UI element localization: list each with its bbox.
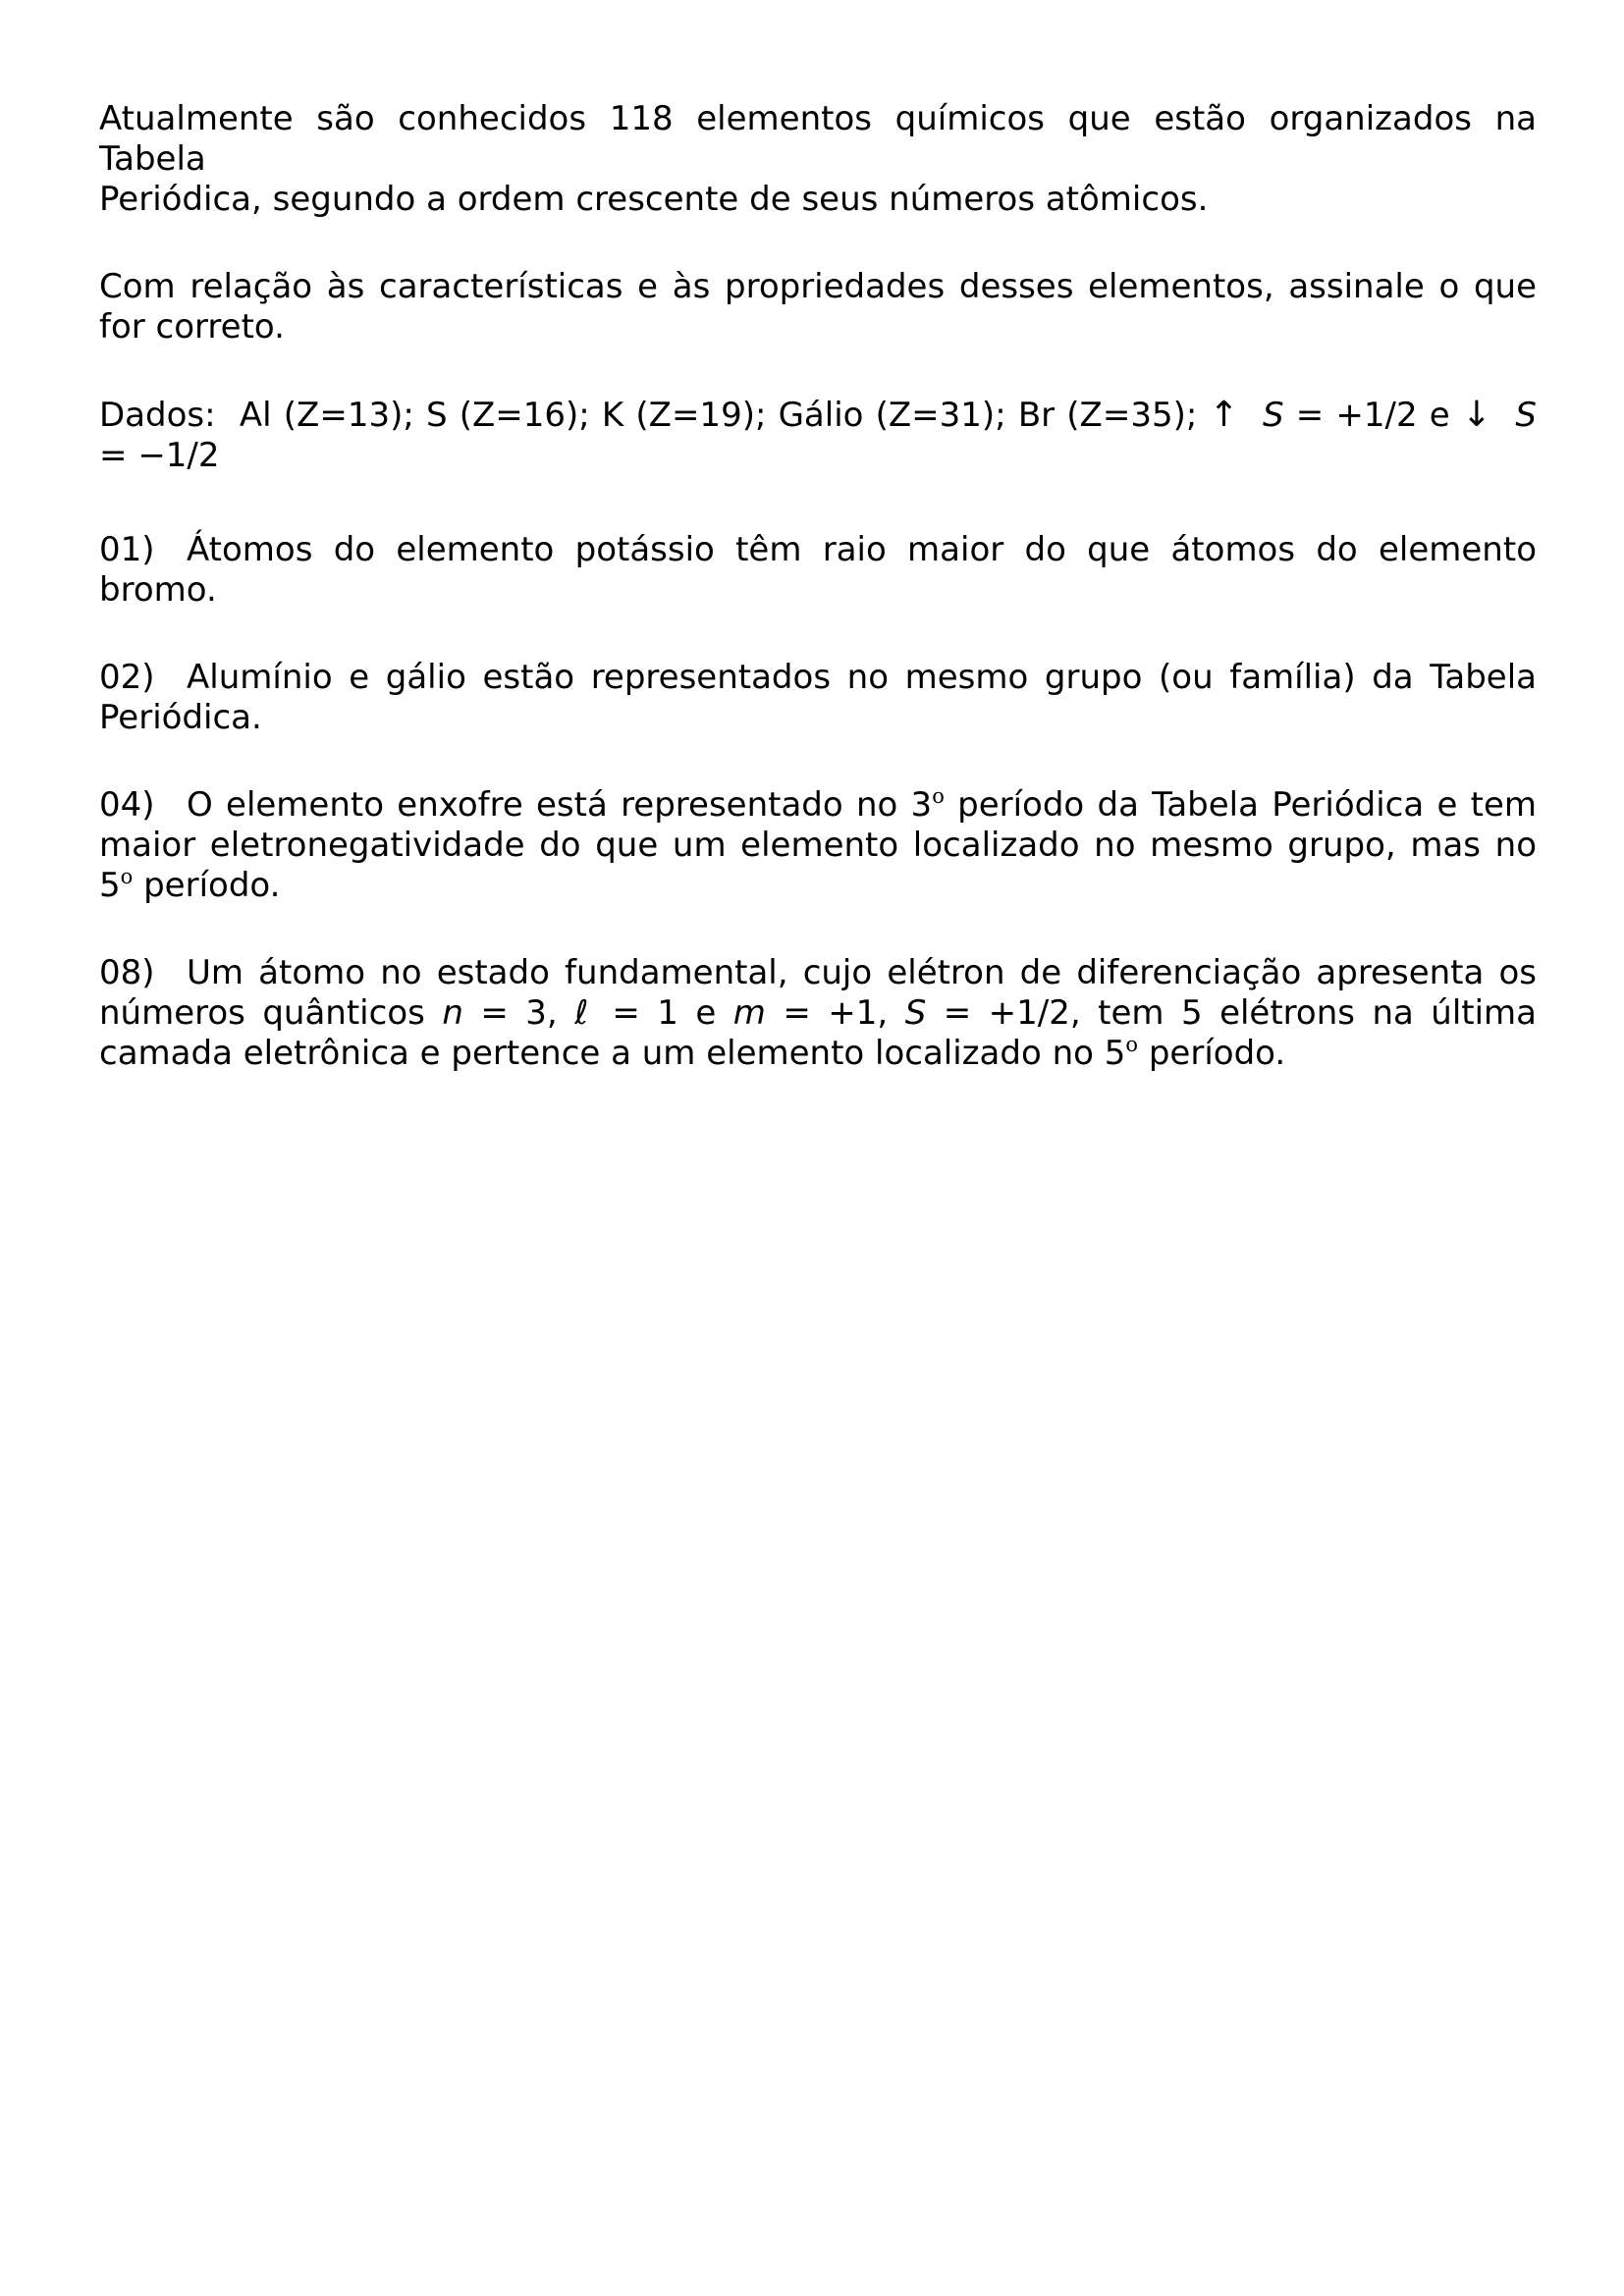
dados-text: Al (Z=13); S (Z=16); K (Z=19); Gálio (Z=31); Br (Z=35); (239, 396, 1198, 435)
option-text-part-1: O elemento enxofre está representado no 3 (187, 785, 933, 825)
intro-line-1: Atualmente são conhecidos 118 elementos químicos que estão organizados na Tabela (99, 99, 1537, 179)
spin-down-value: = (99, 436, 128, 475)
option-number: 01) (99, 530, 155, 569)
option-text-part-5: = +1/2, tem 5 elétrons na última camada eletrônica e pertence a um elemento localizado no 5 (99, 993, 1538, 1073)
option-text-part-3: = 1 e (594, 993, 733, 1033)
option-number: 08) (99, 953, 155, 992)
intro-line-2: Periódica, segundo a ordem crescente de seus números atômicos. (99, 180, 1209, 219)
spin-down-arrow-icon: ↓ (1461, 395, 1492, 435)
option-08 (99, 953, 1537, 1074)
option-text-part-6: período. (1138, 1034, 1286, 1073)
quantum-l-symbol: ℓ (574, 993, 595, 1033)
dados-label: Dados: (99, 396, 216, 435)
option-04 (99, 785, 1537, 906)
option-number: 04) (99, 785, 155, 825)
option-text-part-1: Um átomo no estado fundamental, cujo elétron de diferenciação apresenta os números quânticos (99, 953, 1537, 1033)
option-text-part-2: período da Tabela Periódica e tem maior eletronegatividade do que um elemento localizado no mesmo grupo, mas no 5 (99, 785, 1537, 905)
option-text-part-3: período. (133, 866, 281, 905)
quantum-m-symbol: m (732, 993, 766, 1033)
ordinal-indicator: o (120, 865, 134, 888)
spin-symbol-up: S (1263, 396, 1284, 435)
option-02 (99, 658, 1537, 738)
option-text: Átomos do elemento potássio têm raio maior do que átomos do elemento bromo. (99, 530, 1537, 610)
option-number: 02) (99, 658, 155, 697)
ordinal-indicator: o (1125, 1033, 1139, 1056)
dados-paragraph (99, 395, 1537, 476)
spin-up-arrow-icon: ↑ (1209, 395, 1239, 435)
spin-up-value: = +1/2 e (1295, 396, 1450, 435)
option-text: Alumínio e gálio estão representados no mesmo grupo (ou família) da Tabela Periódica. (99, 658, 1537, 737)
option-text-part-2: = 3, (462, 993, 575, 1033)
option-text-part-4: = +1, (765, 993, 905, 1033)
quantum-n-symbol: n (442, 993, 463, 1033)
quantum-s-symbol: S (904, 993, 927, 1033)
instruction-paragraph: Com relação às características e às propriedades desses elementos, assinale o que for correto. (99, 267, 1537, 347)
spin-symbol-down: S (1515, 396, 1538, 435)
option-01 (99, 530, 1537, 611)
intro-paragraph (99, 99, 1537, 220)
question-body (99, 99, 1537, 1121)
spin-down-value-cont: −1/2 (137, 436, 220, 475)
ordinal-indicator: o (932, 784, 945, 808)
